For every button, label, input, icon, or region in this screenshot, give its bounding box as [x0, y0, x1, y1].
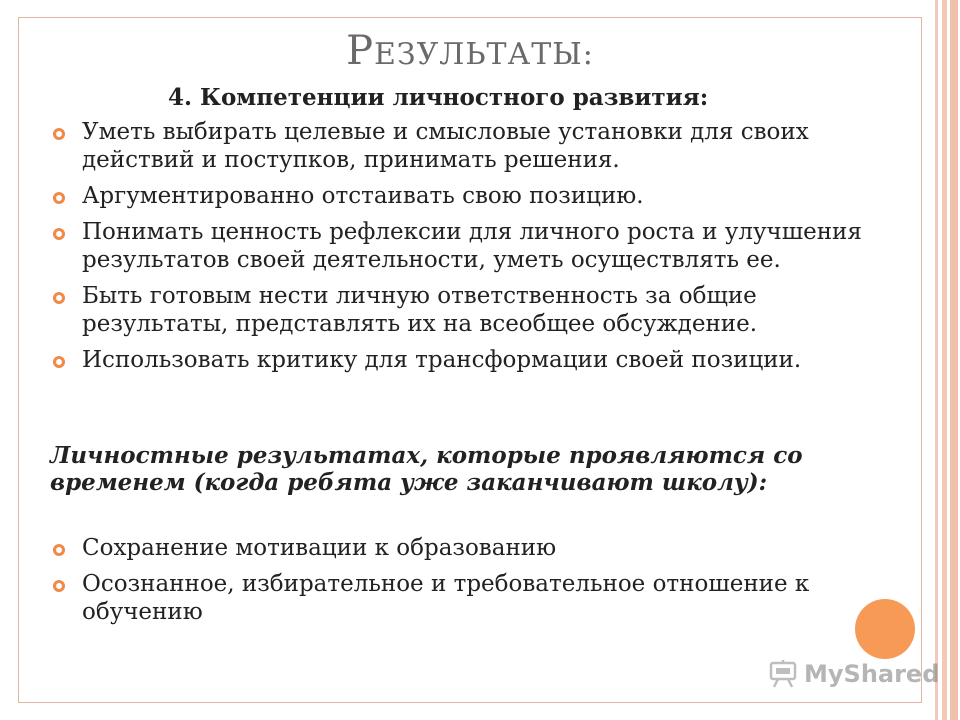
watermark-text: MyShared	[804, 660, 940, 688]
bullet-ring-icon	[53, 128, 65, 140]
stripe	[942, 0, 947, 720]
later-results-heading: Личностные результатах, которые проявляются со временем (когда ребята уже заканчивают школу):	[50, 442, 803, 496]
slide-title-rest: ЕЗУЛЬТАТЫ:	[374, 37, 594, 72]
decorative-stripes	[932, 0, 960, 720]
list-item-text: Аргументированно отстаивать свою позицию.	[82, 183, 644, 209]
bullet-ring-icon	[53, 292, 65, 304]
list-item	[50, 182, 890, 210]
list-item	[50, 218, 890, 274]
bullet-ring-icon	[53, 580, 65, 592]
list-item	[50, 534, 890, 562]
list-item	[50, 282, 890, 338]
list-item-text: Понимать ценность рефлексии для личного роста и улучшения результатов своей деятельности, уметь осуществлять ее.	[82, 219, 862, 273]
list-item	[50, 118, 890, 174]
list-item-text: Сохранение мотивации к образованию	[82, 535, 557, 561]
presentation-board-icon	[768, 660, 798, 688]
bullet-ring-icon	[53, 356, 65, 368]
list-item-text: Осознанное, избирательное и требовательное отношение к обучению	[82, 571, 810, 625]
list-item	[50, 346, 890, 374]
competency-list	[50, 118, 890, 382]
bullet-ring-icon	[53, 228, 65, 240]
list-item-text: Уметь выбирать целевые и смысловые установки для своих действий и поступков, принимать решения.	[82, 119, 809, 173]
later-results-list	[50, 534, 890, 634]
competency-subtitle: 4. Компетенции личностного развития:	[168, 84, 709, 111]
bullet-ring-icon	[53, 544, 65, 556]
decorative-circle	[855, 599, 915, 659]
stripe	[950, 0, 958, 720]
list-item	[50, 570, 890, 626]
stripe	[935, 0, 938, 720]
slide-title-initial: Р	[346, 28, 375, 74]
list-item-text: Быть готовым нести личную ответственность за общие результаты, представлять их на всеобщее обсуждение.	[82, 283, 758, 337]
myshared-watermark[interactable]	[768, 656, 939, 692]
slide-title	[0, 28, 940, 74]
bullet-ring-icon	[53, 192, 65, 204]
list-item-text: Использовать критику для трансформации своей позиции.	[82, 347, 802, 373]
